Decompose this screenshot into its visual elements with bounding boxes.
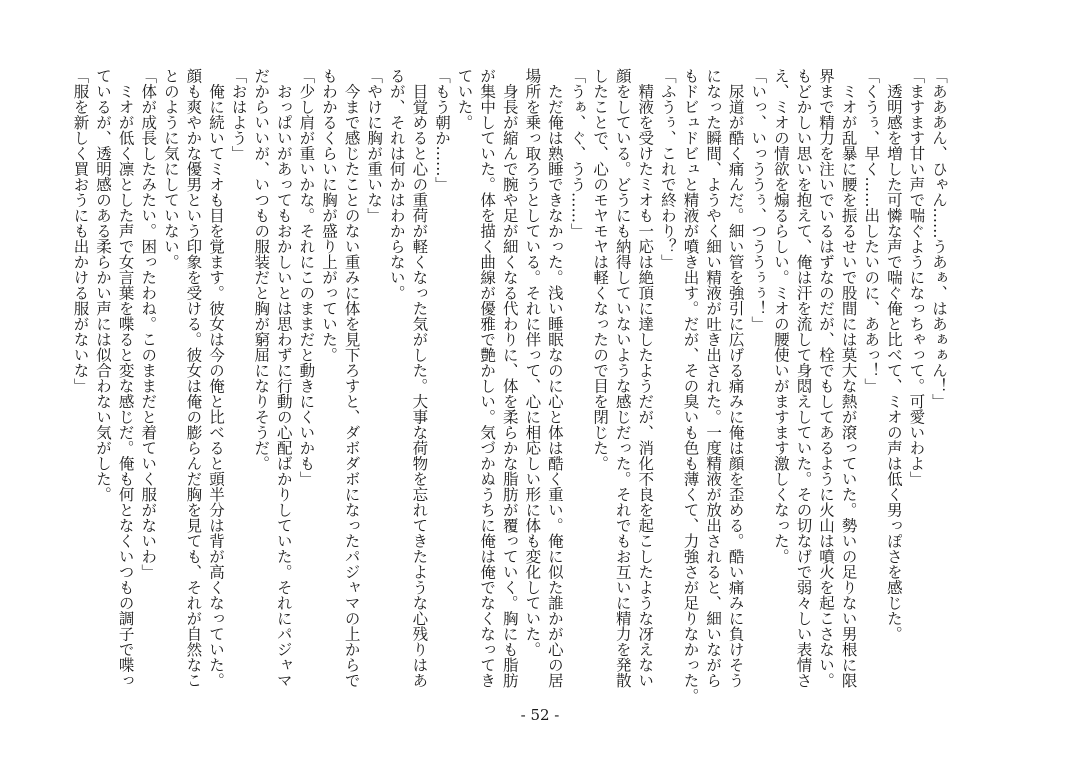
paragraph: 「くうぅ、早く……出したいのに、ああっ！」 [862,68,881,394]
paragraph: ミオが乱暴に腰を振るせいで股間には莫大な熱が滾っていた。勢いの足りない男根に限 界まで精力を注いでいるはずなのだが、栓でもしてあるように火山は噴火を起こさない。 もどかしい思いを抱えて、俺は汗を流して身悶えしていた。その切なげで弱々しい表情さ え、ミオの情欲を煽るらしい。ミオの腰使いがますます激しくなった。 [771,68,858,688]
paragraph: 「ふうぅ、これで終わり？」 [658,68,677,270]
paragraph: 身長が縮んで腕や足が細くなる代わりに、体を柔らかな脂肪が覆っていく。胸にも脂肪 が集中していた。体を描く曲線が優雅で艶かしい。気づかぬうちに俺は俺でなくなってき ていた。 [455,68,519,688]
paragraph: 「あああん、ひゃん……うあぁ、はあぁぁん！」 [930,68,948,409]
paragraph: 精液を受けたミオも一応は絶頂に達したようだが、消化不良を起こしたような冴えない 顔をしている。どうにも納得していないような感じだった。それでもお互いに精力を発散 したことで、心のモヤモヤは軽くなったので目を閉じた。 [591,68,655,688]
paragraph: 「ますます甘い声で喘ぐようになっちゃって。可愛いわよ」 [907,68,926,487]
paragraph: 目覚めると心の重荷が軽くなった気がした。大事な荷物を忘れてきたような心残りはあ るが、それは何かはわからない。 [387,68,429,688]
page-number: - 52 - [520,706,560,724]
vertical-body-text [71,68,950,713]
paragraph: 俺に続いてミオも目を覚ます。彼女は今の俺と比べると頭半分は背が高くなっていた。 顔も爽やかな優男という印象を受ける。彼女は俺の膨らんだ胸を見ても、それが自然なこ とのように気にしていない。 [161,68,225,688]
paragraph: 今まで感じたことのない重みに体を見下ろすと、ダボダボになったパジャマの上からで もわかるくらいに胸が盛り上がっていた。 [319,68,361,688]
paragraph: 「少し肩が重いかな。それにこのままだと動きにくいかも」 [297,68,316,487]
paragraph: 透明感を増した可憐な声で喘ぐ俺と比べて、ミオの声は低く男っぽさを感じた。 [884,68,903,642]
paragraph: 「服を新しく買おうにも出かける服がないな」 [71,68,90,394]
paragraph: 「うぁ、ぐ、うう……」 [568,68,587,239]
paragraph: 「体が成長したみたい。困ったわね。このままだと着ていく服がないわ」 [139,68,158,580]
paragraph: ミオが低く凛とした声で女言葉を喋ると変な感じだ。俺も何となくいつもの調子で喋っ ているが、透明感のある柔らかい声には似合わない気がした。 [94,68,135,688]
paragraph: 尿道が酷く痛んだ。細い管を強引に広げる痛みに俺は顔を歪める。酷い痛みに負けそう になった瞬間、ようやく細い精液が吐き出された。一度精液が放出されると、細いながら もドビュドビュと精液が噴き出す。だが、その臭いも色も薄くて、力強さが足りなかった。 [681,68,745,704]
paragraph: 「もう朝か……」 [432,68,451,192]
paragraph: おっぱいがあってもおかしいとは思わずに行動の心配ばかりしていた。それにパジャマ だからいいが、いつもの服装だと胸が窮屈になりそうだ。 [252,68,293,688]
paragraph: 「おはよう」 [229,68,248,161]
paragraph: 「やけに胸が重いな」 [365,68,384,223]
paragraph: ただ俺は熟睡できなかった。浅い睡眠なのに心と体は酷く重い。俺に似た誰かが心の居 場所を乗っ取ろうとしている。それに伴って、心に相応しい形に体も変化していた。 [523,68,564,688]
paragraph: 「いっ、いっううぅ、つううぅぅ！」 [749,68,768,332]
